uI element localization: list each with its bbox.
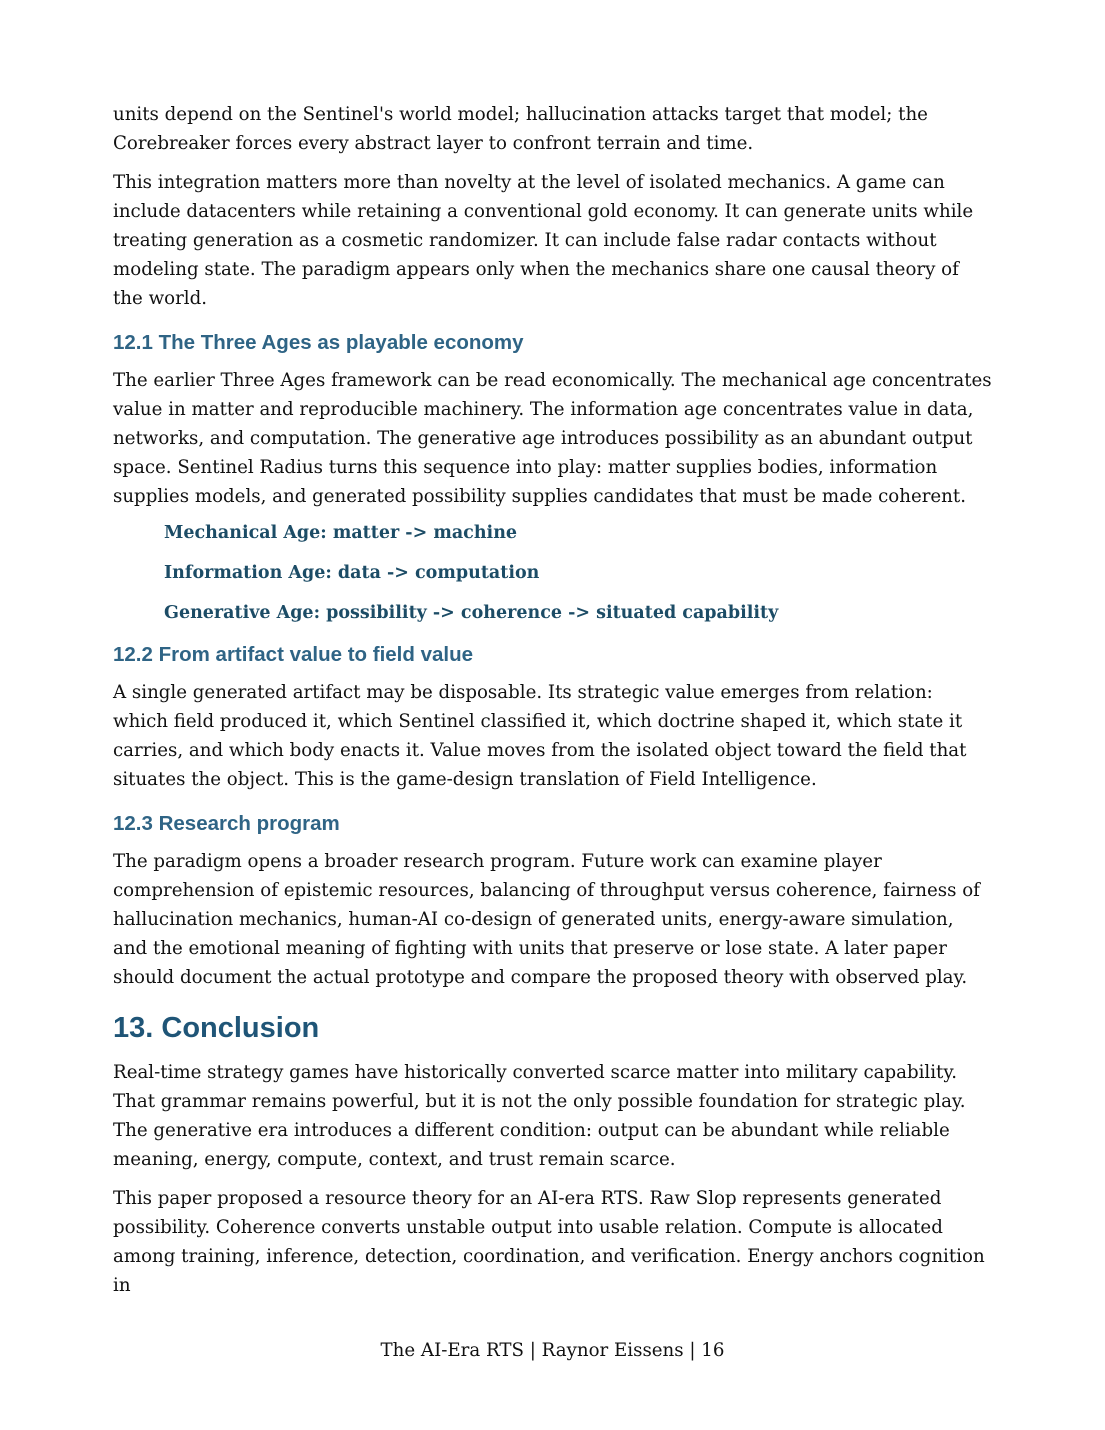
heading-13-conclusion: 13. Conclusion (113, 1012, 320, 1044)
heading-12-1: 12.1 The Three Ages as playable economy (113, 331, 524, 354)
paragraph-12-3: The paradigm opens a broader research program. Future work can examine player comprehension of epistemic resources, balancing of throughput versus coherence, fairness of hallucination mechanics, human-AI co-design of generated units, energy-aware simulation, and the emotional meaning of fighting with units that preserve or lose state. A later paper should document the actual prototype and compare the proposed theory with observed play. (113, 851, 980, 988)
page-content (113, 100, 993, 1310)
age-mechanical: Mechanical Age: matter -> machine (164, 523, 518, 543)
paragraph-12-1: The earlier Three Ages framework can be read economically. The mechanical age concentrates value in matter and reproducible machinery. The information age concentrates value in data, networks, and computation. The generative age introduces possibility as an abundant output space. Sentinel Radius turns this sequence into play: matter supplies bodies, information supplies models, and generated possibility supplies candidates that must be made coherent. (113, 370, 992, 507)
paragraph-conclusion-1: Real-time strategy games have historically converted scarce matter into military capability. That grammar remains powerful, but it is not the only possible foundation for strategic play. The generative era introduces a different condition: output can be abundant while reliable meaning, energy, compute, context, and trust remain scarce. (113, 1062, 966, 1170)
heading-12-2: 12.2 From artifact value to field value (113, 643, 474, 666)
paragraph-12-2: A single generated artifact may be disposable. Its strategic value emerges from relation: which field produced it, which Sentinel classified it, which doctrine shaped it, which state it carries, and which body enacts it. Value moves from the isolated object toward the field that situates the object. This is the game-design translation of Field Intelligence. (113, 682, 967, 790)
ages-list (164, 521, 993, 625)
page-footer: The AI-Era RTS | Raynor Eissens | 16 (380, 1340, 725, 1361)
age-generative: Generative Age: possibility -> coherence -> situated capability (164, 603, 779, 623)
age-information: Information Age: data -> computation (164, 563, 540, 583)
paragraph-continuation: units depend on the Sentinel's world model; hallucination attacks target that model; the Corebreaker forces every abstract layer to confront terrain and time. (113, 104, 928, 154)
heading-12-3: 12.3 Research program (113, 812, 340, 835)
paragraph-integration: This integration matters more than novelty at the level of isolated mechanics. A game can include datacenters while retaining a conventional gold economy. It can generate units while treating generation as a cosmetic randomizer. It can include false radar contacts without modeling state. The paradigm appears only when the mechanics share one causal theory of the world. (113, 172, 974, 309)
paragraph-conclusion-2: This paper proposed a resource theory for an AI-era RTS. Raw Slop represents generated possibility. Coherence converts unstable output into usable relation. Compute is allocated among training, inference, detection, coordination, and verification. Energy anchors cognition in (113, 1188, 985, 1296)
